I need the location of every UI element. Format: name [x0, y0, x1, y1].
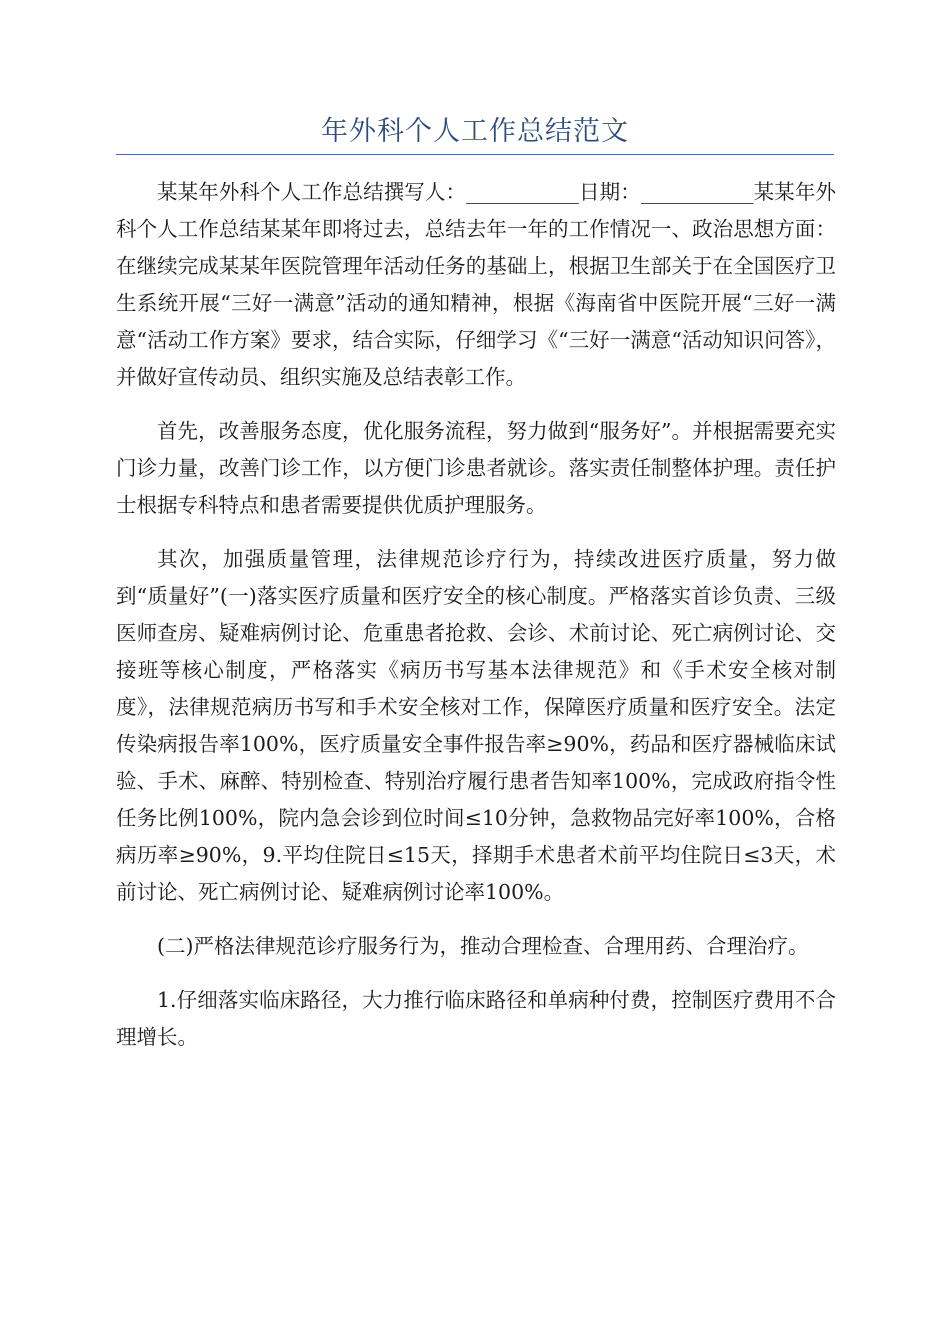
title-underline	[116, 154, 834, 155]
paragraph-2: 首先，改善服务态度，优化服务流程，努力做到“服务好”。并根据需要充实门诊力量，改善门诊工作，以方便门诊患者就诊。落实责任制整体护理。责任护士根据专科特点和患者需要提供优质护理服务。	[116, 419, 836, 517]
paragraph-1: 某某年外科个人工作总结撰写人：___________日期：___________某某年外科个人工作总结某某年即将过去，总结去年一年的工作情况一、政治思想方面：在继续完成某某年医院管理年活动任务的基础上，根据卫生部关于在全国医疗卫生系统开展“三好一满意”活动的通知精神，根据《海南省中医院开展“三好一满意“活动工作方案》要求，结合实际，仔细学习《“三好一满意“活动知识问答》，并做好宣传动员、组织实施及总结表彰工作。	[116, 180, 836, 389]
document-body	[116, 174, 836, 1073]
document-title: 年外科个人工作总结范文	[321, 116, 629, 147]
paragraph-3: 其次，加强质量管理，法律规范诊疗行为，持续改进医疗质量，努力做到“质量好”(一)落实医疗质量和医疗安全的核心制度。严格落实首诊负责、三级医师查房、疑难病例讨论、危重患者抢救、会诊、术前讨论、死亡病例讨论、交接班等核心制度，严格落实《病历书写基本法律规范》和《手术安全核对制度》，法律规范病历书写和手术安全核对工作，保障医疗质量和医疗安全。法定传染病报告率100%，医疗质量安全事件报告率≥90%，药品和医疗器械临床试验、手术、麻醉、特别检查、特别治疗履行患者告知率100%，完成政府指令性任务比例100%，院内急会诊到位时间≤10分钟，急救物品完好率100%，合格病历率≥90%，9.平均住院日≤15天，择期手术患者术前平均住院日≤3天，术前讨论、死亡病例讨论、疑难病例讨论率100%。	[116, 547, 836, 904]
paragraph-5: 1.仔细落实临床路径，大力推行临床路径和单病种付费，控制医疗费用不合理增长。	[116, 988, 836, 1049]
paragraph-4: (二)严格法律规范诊疗服务行为，推动合理检查、合理用药、合理治疗。	[157, 934, 809, 958]
